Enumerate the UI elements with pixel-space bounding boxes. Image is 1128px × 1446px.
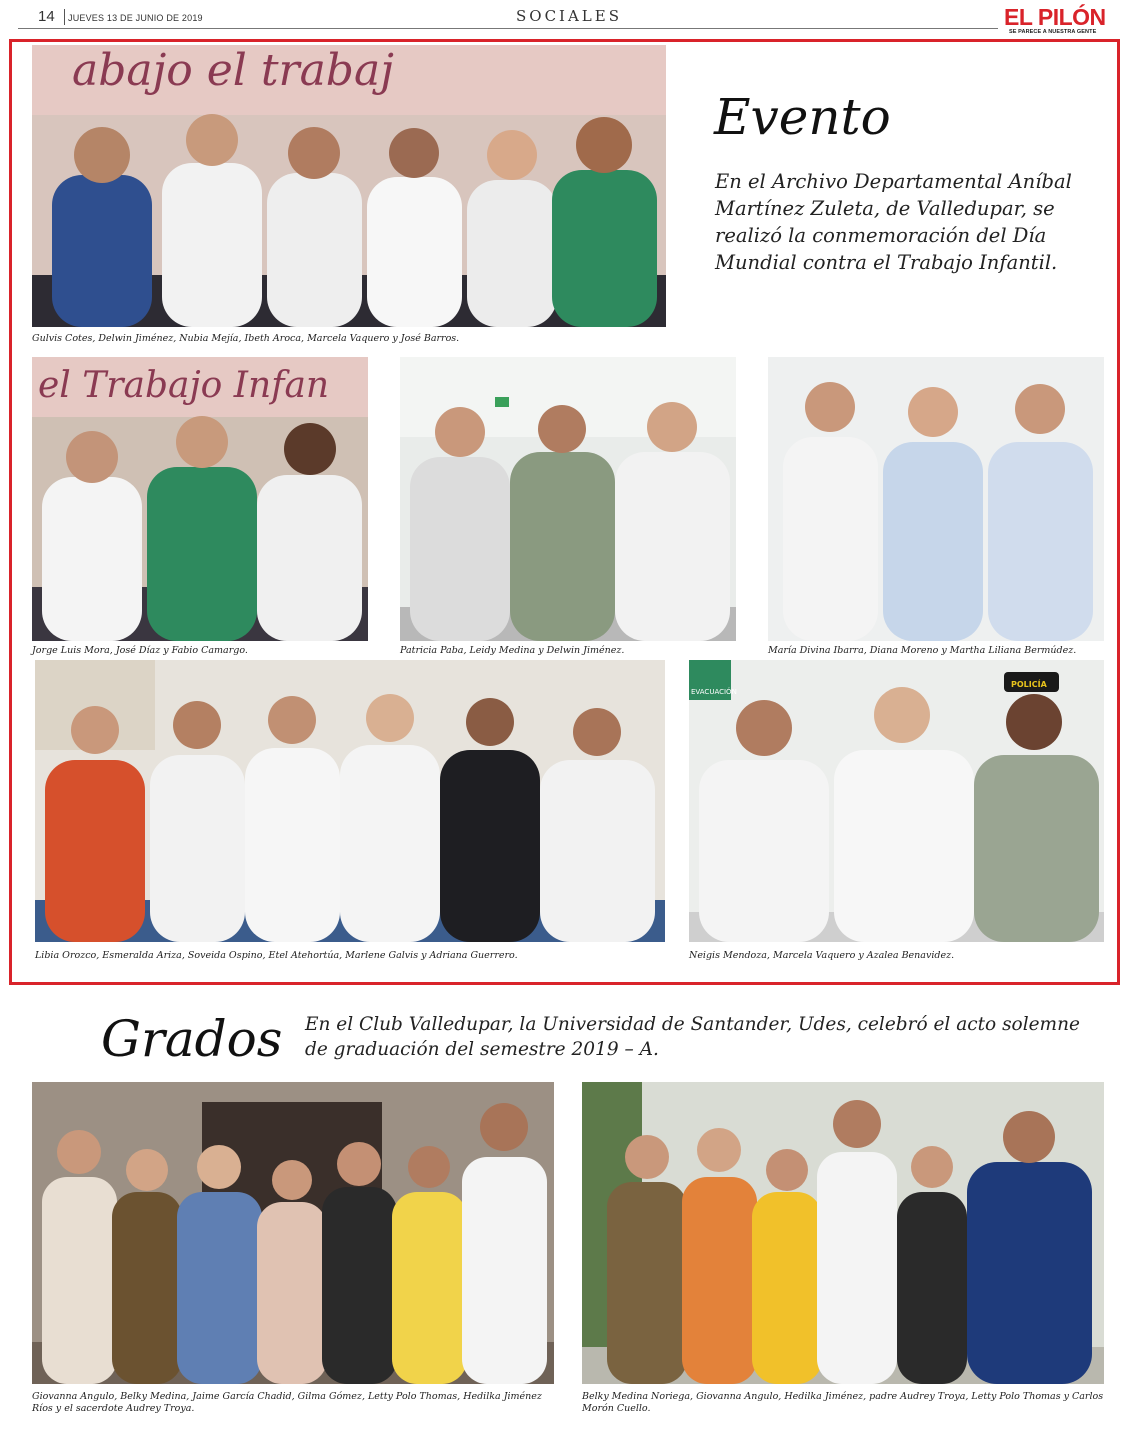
header-rule [18, 28, 998, 29]
photo-caption: Belky Medina Noriega, Giovanna Angulo, Hedilka Jiménez, padre Audrey Troya, Letty Polo Thomas y Carlos Morón Cuello. [582, 1391, 1104, 1414]
photo-caption: Gulvis Cotes, Delwin Jiménez, Nubia Mejía, Ibeth Aroca, Marcela Vaquero y José Barros. [32, 333, 460, 344]
photo-evento-5 [35, 660, 665, 942]
photo-caption: Jorge Luis Mora, José Díaz y Fabio Camargo. [32, 645, 248, 656]
newspaper-logo: EL PILÓN [1004, 4, 1106, 30]
logo-tagline: SE PARECE A NUESTRA GENTE [1009, 29, 1097, 35]
photo-grados-2 [582, 1082, 1104, 1384]
sign-text: EVACUACIÓN [691, 688, 737, 696]
banner-text: abajo el trabaj [72, 45, 394, 96]
photo-caption: Neigis Mendoza, Marcela Vaquero y Azalea Benavidez. [689, 950, 955, 961]
photo-evento-3 [400, 357, 736, 641]
photo-caption: Libia Orozco, Esmeralda Ariza, Soveida Ospino, Etel Atehortúa, Marlene Galvis y Adriana Guerrero. [35, 950, 518, 961]
grados-text: En el Club Valledupar, la Universidad de Santander, Udes, celebró el acto solemne de graduación del semestre 2019 – A. [305, 1014, 1080, 1060]
photo-evento-2 [32, 357, 368, 641]
evento-text: En el Archivo Departamental Aníbal Martínez Zuleta, de Valledupar, se realizó la conmemoración del Día Mundial contra el Trabajo Infantil. [715, 170, 1072, 274]
photo-evento-group [32, 45, 666, 327]
section-name: SOCIALES [516, 7, 622, 25]
photo-evento-4 [768, 357, 1104, 641]
photo-caption: Giovanna Angulo, Belky Medina, Jaime García Chadid, Gilma Gómez, Letty Polo Thomas, Hedilka Jiménez Ríos y el sacerdote Audrey Troya. [32, 1391, 542, 1414]
cap-text: POLICÍA [1011, 680, 1047, 689]
photo-caption: María Divina Ibarra, Diana Moreno y Martha Liliana Bermúdez. [768, 645, 1077, 656]
issue-date: JUEVES 13 DE JUNIO DE 2019 [68, 13, 203, 23]
banner-text: el Trabajo Infan [38, 365, 330, 406]
page-number: 14 [38, 8, 55, 25]
grados-title: Grados [101, 1010, 283, 1068]
evento-title: Evento [714, 88, 891, 146]
photo-grados-1 [32, 1082, 554, 1384]
photo-evento-6 [689, 660, 1104, 942]
photo-caption: Patricia Paba, Leidy Medina y Delwin Jiménez. [400, 645, 625, 656]
